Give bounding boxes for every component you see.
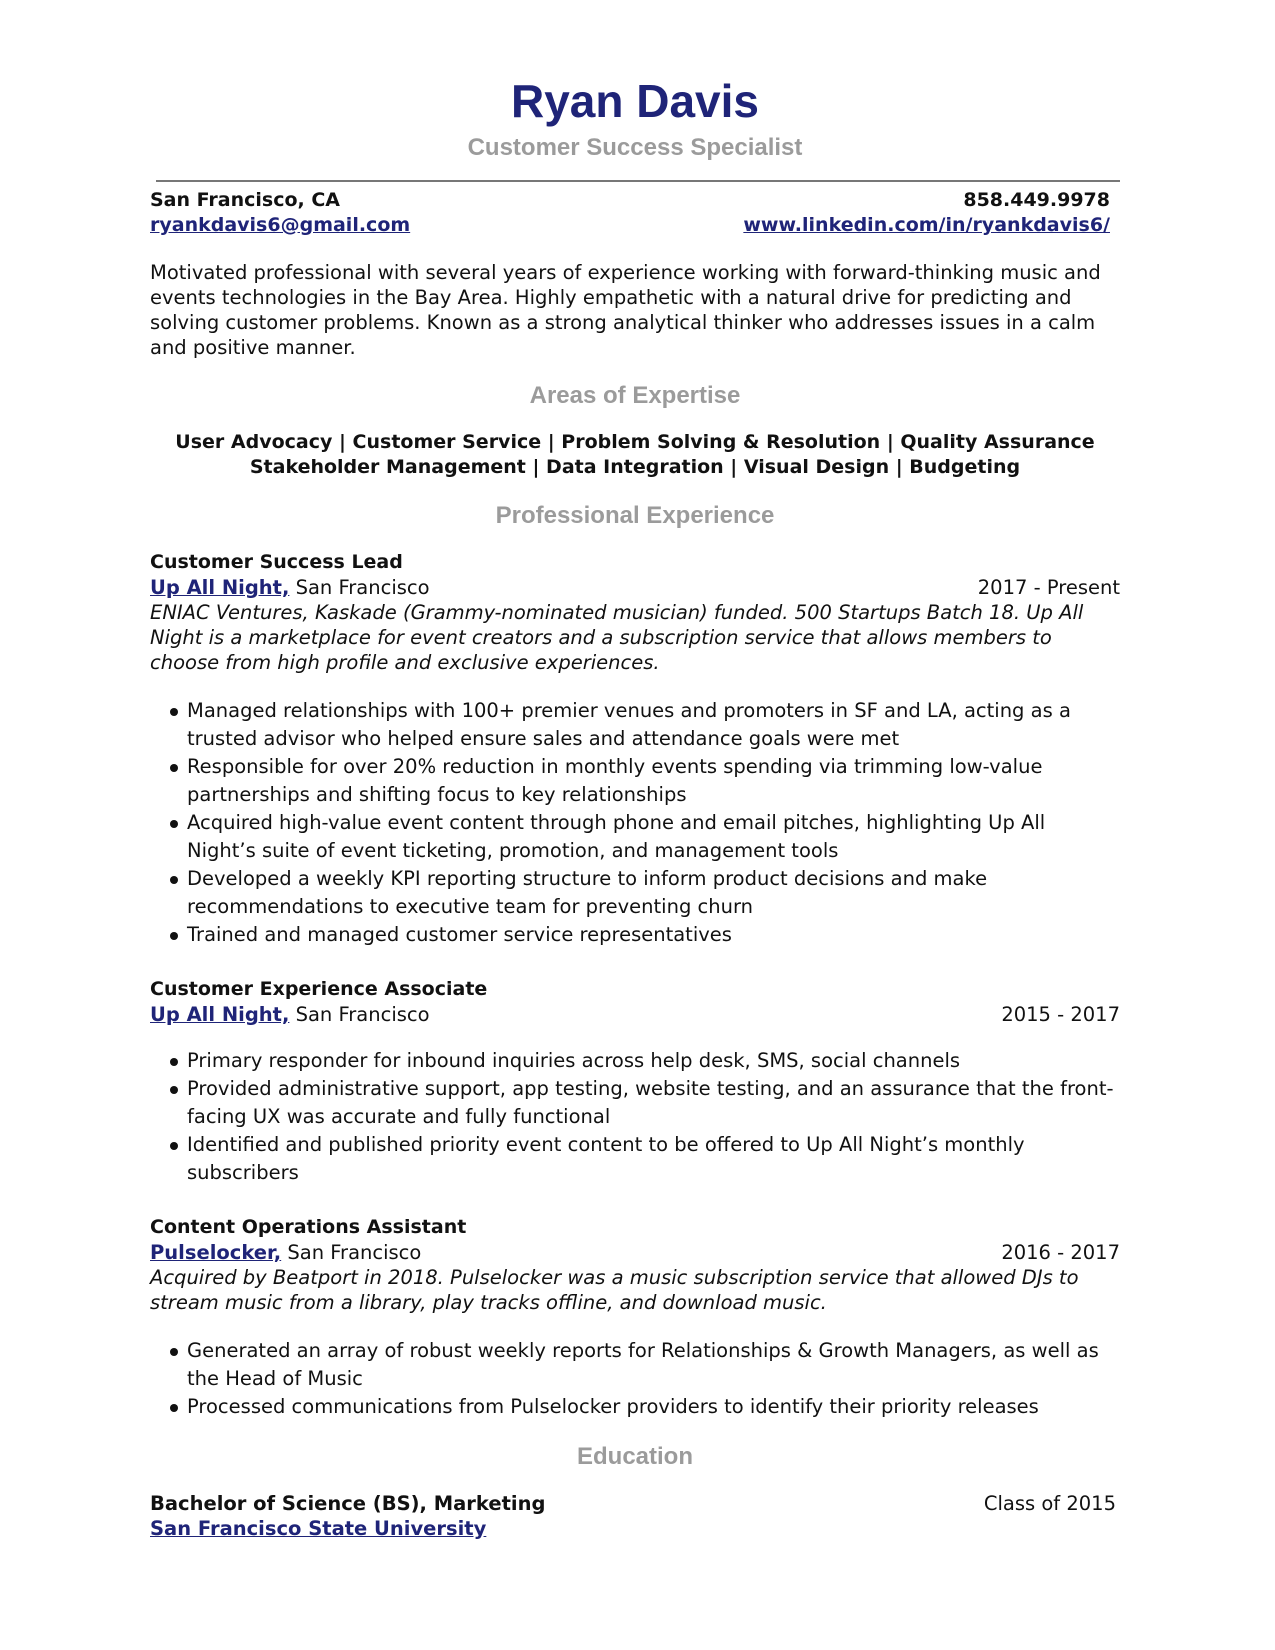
education-entry bbox=[150, 1491, 1120, 1541]
bullet-dot-icon bbox=[170, 1142, 178, 1150]
job-entry bbox=[150, 977, 1120, 1187]
bullet-item: Acquired high-value event content through phone and email pitches, highlighting Up All Night’s suite of event ticketing, promotion, and management tools bbox=[150, 809, 1120, 865]
job-title: Customer Experience Associate bbox=[150, 978, 488, 1000]
contact-row-2 bbox=[150, 213, 1120, 238]
company-description: Acquired by Beatport in 2018. Pulselocker was a music subscription service that allowed DJs to stream music from a library, play tracks offline, and download music. bbox=[150, 1266, 1079, 1314]
bullet-item: Processed communications from Pulselocker providers to identify their priority releases bbox=[150, 1393, 1120, 1421]
company-link[interactable]: Pulselocker, bbox=[150, 1241, 282, 1264]
bullet-dot-icon bbox=[170, 876, 178, 884]
bullet-dot-icon bbox=[170, 1348, 178, 1356]
bullet-dot-icon bbox=[170, 1086, 178, 1094]
contact-row-1 bbox=[150, 188, 1120, 213]
skills-line-1: User Advocacy | Customer Service | Problem Solving & Resolution | Quality Assurance bbox=[175, 431, 1095, 453]
candidate-name: Ryan Davis bbox=[510, 75, 759, 127]
skills-line-2: Stakeholder Management | Data Integration | Visual Design | Budgeting bbox=[249, 456, 1021, 478]
bullet-item: Generated an array of robust weekly reports for Relationships & Growth Managers, as well as the Head of Music bbox=[150, 1337, 1120, 1393]
bullet-item: Identified and published priority event content to be offered to Up All Night’s monthly subscribers bbox=[150, 1131, 1120, 1187]
bullet-item: Responsible for over 20% reduction in monthly events spending via trimming low-value partnerships and shifting focus to key relationships bbox=[150, 753, 1120, 809]
header-divider bbox=[156, 180, 1120, 182]
bullet-dot-icon bbox=[170, 820, 178, 828]
bullet-dot-icon bbox=[170, 932, 178, 940]
company-link[interactable]: Up All Night, bbox=[150, 1003, 290, 1026]
job-entry bbox=[150, 550, 1120, 949]
bullet-dot-icon bbox=[170, 1404, 178, 1412]
bullet-item: Provided administrative support, app testing, website testing, and an assurance that the front-facing UX was accurate and fully functional bbox=[150, 1075, 1120, 1131]
school-link[interactable]: San Francisco State University bbox=[150, 1517, 487, 1540]
job-entry bbox=[150, 1215, 1120, 1421]
resume-page bbox=[150, 70, 1120, 1541]
education-row bbox=[150, 1491, 1120, 1516]
job-dates: 2015 - 2017 bbox=[1001, 1003, 1120, 1026]
section-title-education: Education bbox=[576, 1443, 693, 1470]
job-title: Content Operations Assistant bbox=[150, 1216, 467, 1238]
bullet-item: Primary responder for inbound inquiries across help desk, SMS, social channels bbox=[150, 1047, 1120, 1075]
job-bullets bbox=[150, 697, 1120, 949]
bullet-item: Managed relationships with 100+ premier venues and promoters in SF and LA, acting as a trusted advisor who helped ensure sales and attendance goals were met bbox=[150, 697, 1120, 753]
bullet-dot-icon bbox=[170, 1058, 178, 1066]
phone-text: 858.449.9978 bbox=[963, 189, 1110, 211]
job-bullets bbox=[150, 1047, 1120, 1187]
bullet-item: Trained and managed customer service representatives bbox=[150, 921, 1120, 949]
job-title: Customer Success Lead bbox=[150, 551, 403, 573]
section-title-experience: Professional Experience bbox=[495, 502, 775, 529]
job-location: San Francisco bbox=[289, 1003, 430, 1026]
class-year: Class of 2015 bbox=[983, 1492, 1116, 1515]
job-company-row bbox=[150, 1002, 1120, 1027]
degree-text: Bachelor of Science (BS), Marketing bbox=[150, 1492, 546, 1515]
location-text: San Francisco, CA bbox=[150, 189, 341, 211]
email-link[interactable]: ryankdavis6@gmail.com bbox=[150, 214, 411, 236]
linkedin-link[interactable]: www.linkedin.com/in/ryankdavis6/ bbox=[743, 214, 1110, 236]
company-link[interactable]: Up All Night, bbox=[150, 576, 290, 599]
section-title-expertise: Areas of Expertise bbox=[529, 382, 741, 409]
bullet-dot-icon bbox=[170, 708, 178, 716]
job-company-row bbox=[150, 1240, 1120, 1265]
job-company-row bbox=[150, 575, 1120, 600]
summary-paragraph: Motivated professional with several years of experience working with forward-thinking music and events technologies in the Bay Area. Highly empathetic with a natural drive for predicting and solving customer problems. Known as a strong analytical thinker who addresses issues in a calm and positive manner. bbox=[150, 261, 1101, 359]
job-dates: 2016 - 2017 bbox=[1001, 1241, 1120, 1264]
job-bullets bbox=[150, 1337, 1120, 1421]
job-location: San Francisco bbox=[289, 576, 430, 599]
job-location: San Francisco bbox=[281, 1241, 422, 1264]
bullet-dot-icon bbox=[170, 764, 178, 772]
company-description: ENIAC Ventures, Kaskade (Grammy-nominated musician) funded. 500 Startups Batch 18. Up All Night is a marketplace for event creators and a subscription service that allows members to choose from high profile and exclusive experiences. bbox=[150, 601, 1084, 674]
job-dates: 2017 - Present bbox=[977, 576, 1120, 599]
bullet-item: Developed a weekly KPI reporting structure to inform product decisions and make recommendations to executive team for preventing churn bbox=[150, 865, 1120, 921]
candidate-role: Customer Success Specialist bbox=[467, 134, 803, 161]
